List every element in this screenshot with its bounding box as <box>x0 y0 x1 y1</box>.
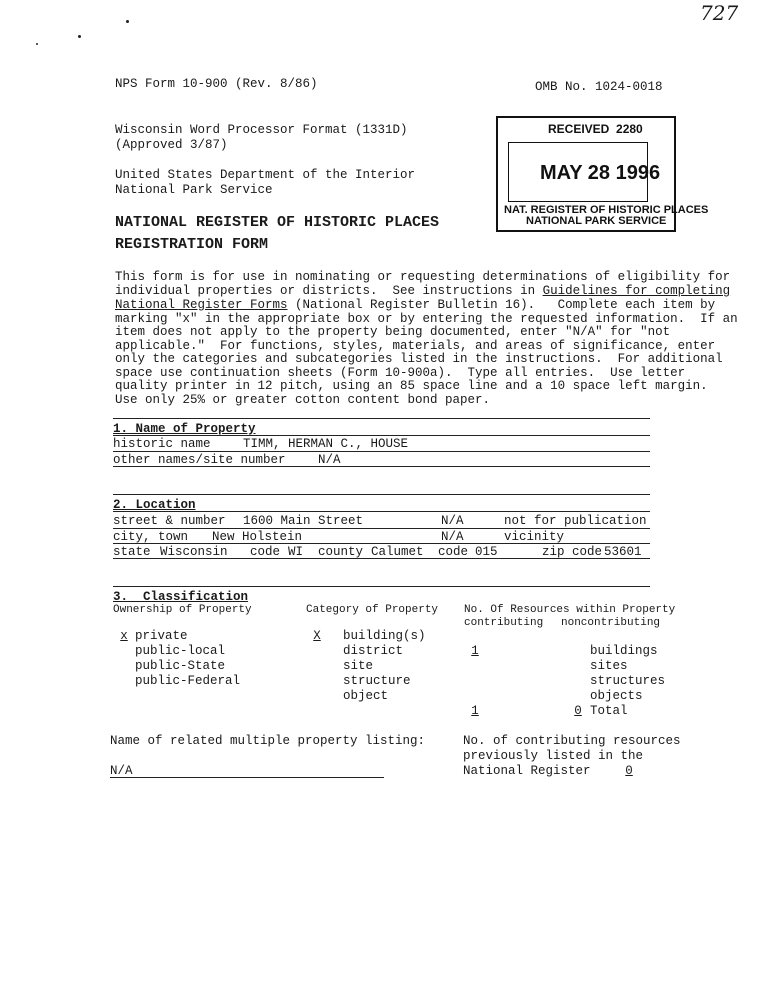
not-for-publication-na: N/A <box>441 514 464 528</box>
previously-listed-line-1: No. of contributing resources <box>463 734 681 748</box>
field-line <box>113 558 650 559</box>
section-divider <box>113 418 650 419</box>
state-label: state <box>113 545 151 559</box>
multiple-listing-value: N/A <box>110 764 133 778</box>
guidelines-reference: Guidelines for completing <box>542 284 731 298</box>
category-district: district <box>343 644 404 658</box>
section-divider <box>113 586 650 587</box>
resources-total: 1 0 Total <box>464 704 628 719</box>
section-divider <box>113 494 650 495</box>
format-line-2: (Approved 3/87) <box>115 138 228 152</box>
field-line <box>113 511 650 512</box>
zip-value: 53601 <box>604 545 642 559</box>
section3-heading: 3. Classification <box>113 590 249 604</box>
zip-label: zip code <box>542 545 603 559</box>
field-line <box>113 435 650 436</box>
checkbox-mark[interactable]: x <box>120 629 128 643</box>
vicinity-na: N/A <box>441 530 464 544</box>
stamp-received-label: RECEIVED 2280 <box>548 122 643 136</box>
not-for-publication-label: not for publication <box>504 514 647 528</box>
category-object: object <box>343 689 389 703</box>
omb-number: OMB No. 1024-0018 <box>535 80 663 94</box>
instructions-line: space use continuation sheets (Form 10-900a). Type all entries. Use letter <box>115 366 686 380</box>
county-value: Calumet <box>371 545 424 559</box>
ownership-public-federal: public-Federal <box>135 674 241 688</box>
category-header: Category of Property <box>306 604 439 616</box>
stamp-agency-line: NATIONAL PARK SERVICE <box>526 215 667 227</box>
form-number: NPS Form 10-900 (Rev. 8/86) <box>115 77 318 91</box>
stamp-register-line: NAT. REGISTER OF HISTORIC PLACES <box>504 204 709 216</box>
instructions-line: item does not apply to the property being documented, enter "N/A" for "not <box>115 325 671 339</box>
ownership-header: Ownership of Property <box>113 604 252 616</box>
instructions-line: quality printer in 12 pitch, using an 85 space line and a 10 space left margin. <box>115 379 708 393</box>
section2-heading: 2. Location <box>113 498 196 512</box>
previously-listed-line-3: National Register 0 <box>463 764 660 779</box>
multiple-listing-line <box>110 777 384 778</box>
field-line <box>113 528 650 529</box>
county-label: county <box>318 545 364 559</box>
stamp-date: MAY 28 1996 <box>540 162 661 184</box>
stray-mark <box>126 20 129 23</box>
field-line <box>113 451 650 452</box>
form-title-line-2: REGISTRATION FORM <box>115 236 269 253</box>
vicinity-label: vicinity <box>504 530 565 544</box>
contributing-count[interactable]: 1 <box>471 644 479 658</box>
instructions-line: marking "x" in the appropriate box or by entering the requested information. If an <box>115 312 738 326</box>
resources-header: No. Of Resources within Property <box>464 604 676 616</box>
state-code-label: code <box>250 545 281 559</box>
previously-listed-count[interactable]: 0 <box>625 764 633 778</box>
field-line <box>113 543 650 544</box>
street-label: street & number <box>113 514 226 528</box>
noncontributing-count[interactable]: 0 <box>574 704 582 718</box>
instructions-line: only the categories and subcategories listed in the instructions. For additional <box>115 352 723 366</box>
county-code-value: 015 <box>475 545 498 559</box>
historic-name-value: TIMM, HERMAN C., HOUSE <box>243 437 409 451</box>
category-structure: structure <box>343 674 411 688</box>
checkbox-mark[interactable]: X <box>313 629 321 643</box>
resources-buildings: 1 buildings <box>464 644 658 659</box>
field-line <box>113 466 650 467</box>
ownership-public-state: public-State <box>135 659 226 673</box>
handwritten-page-number: 727 <box>700 1 739 25</box>
instructions-line: This form is for use in nominating or requesting determinations of eligibility for <box>115 270 731 284</box>
historic-name-label: historic name <box>113 437 211 451</box>
stray-mark <box>36 43 38 45</box>
resources-structures: structures <box>590 674 666 688</box>
resources-objects: objects <box>590 689 643 703</box>
category-site: site <box>343 659 374 673</box>
department-line-1: United States Department of the Interior <box>115 168 416 182</box>
county-code-label: code <box>438 545 469 559</box>
stray-mark <box>78 35 81 38</box>
city-value: New Holstein <box>212 530 303 544</box>
section1-heading: 1. Name of Property <box>113 422 256 436</box>
state-code-value: WI <box>288 545 304 559</box>
multiple-listing-label: Name of related multiple property listing: <box>110 734 426 748</box>
department-line-2: National Park Service <box>115 183 273 197</box>
category-building: X building(s) <box>306 629 426 644</box>
ownership-private: x private <box>113 629 188 644</box>
previously-listed-line-2: previously listed in the <box>463 749 644 763</box>
other-names-label: other names/site number <box>113 453 286 467</box>
street-value: 1600 Main Street <box>243 514 364 528</box>
noncontributing-header: noncontributing <box>561 617 661 629</box>
resources-sites: sites <box>590 659 628 673</box>
ownership-public-local: public-local <box>135 644 226 658</box>
contributing-count[interactable]: 1 <box>471 704 479 718</box>
city-label: city, town <box>113 530 189 544</box>
instructions-line: applicable." For functions, styles, materials, and areas of significance, enter <box>115 339 716 353</box>
state-value: Wisconsin <box>160 545 228 559</box>
contributing-header: contributing <box>464 617 544 629</box>
form-title-line-1: NATIONAL REGISTER OF HISTORIC PLACES <box>115 214 440 231</box>
instructions-line: Use only 25% or greater cotton content bond paper. <box>115 393 491 407</box>
other-names-value: N/A <box>318 453 341 467</box>
format-line-1: Wisconsin Word Processor Format (1331D) <box>115 123 408 137</box>
instructions-line: individual properties or districts. See instructions in Guidelines for completing <box>115 284 731 298</box>
register-forms-reference: National Register Forms <box>115 298 288 312</box>
instructions-line: National Register Forms (National Register Bulletin 16). Complete each item by <box>115 298 716 312</box>
